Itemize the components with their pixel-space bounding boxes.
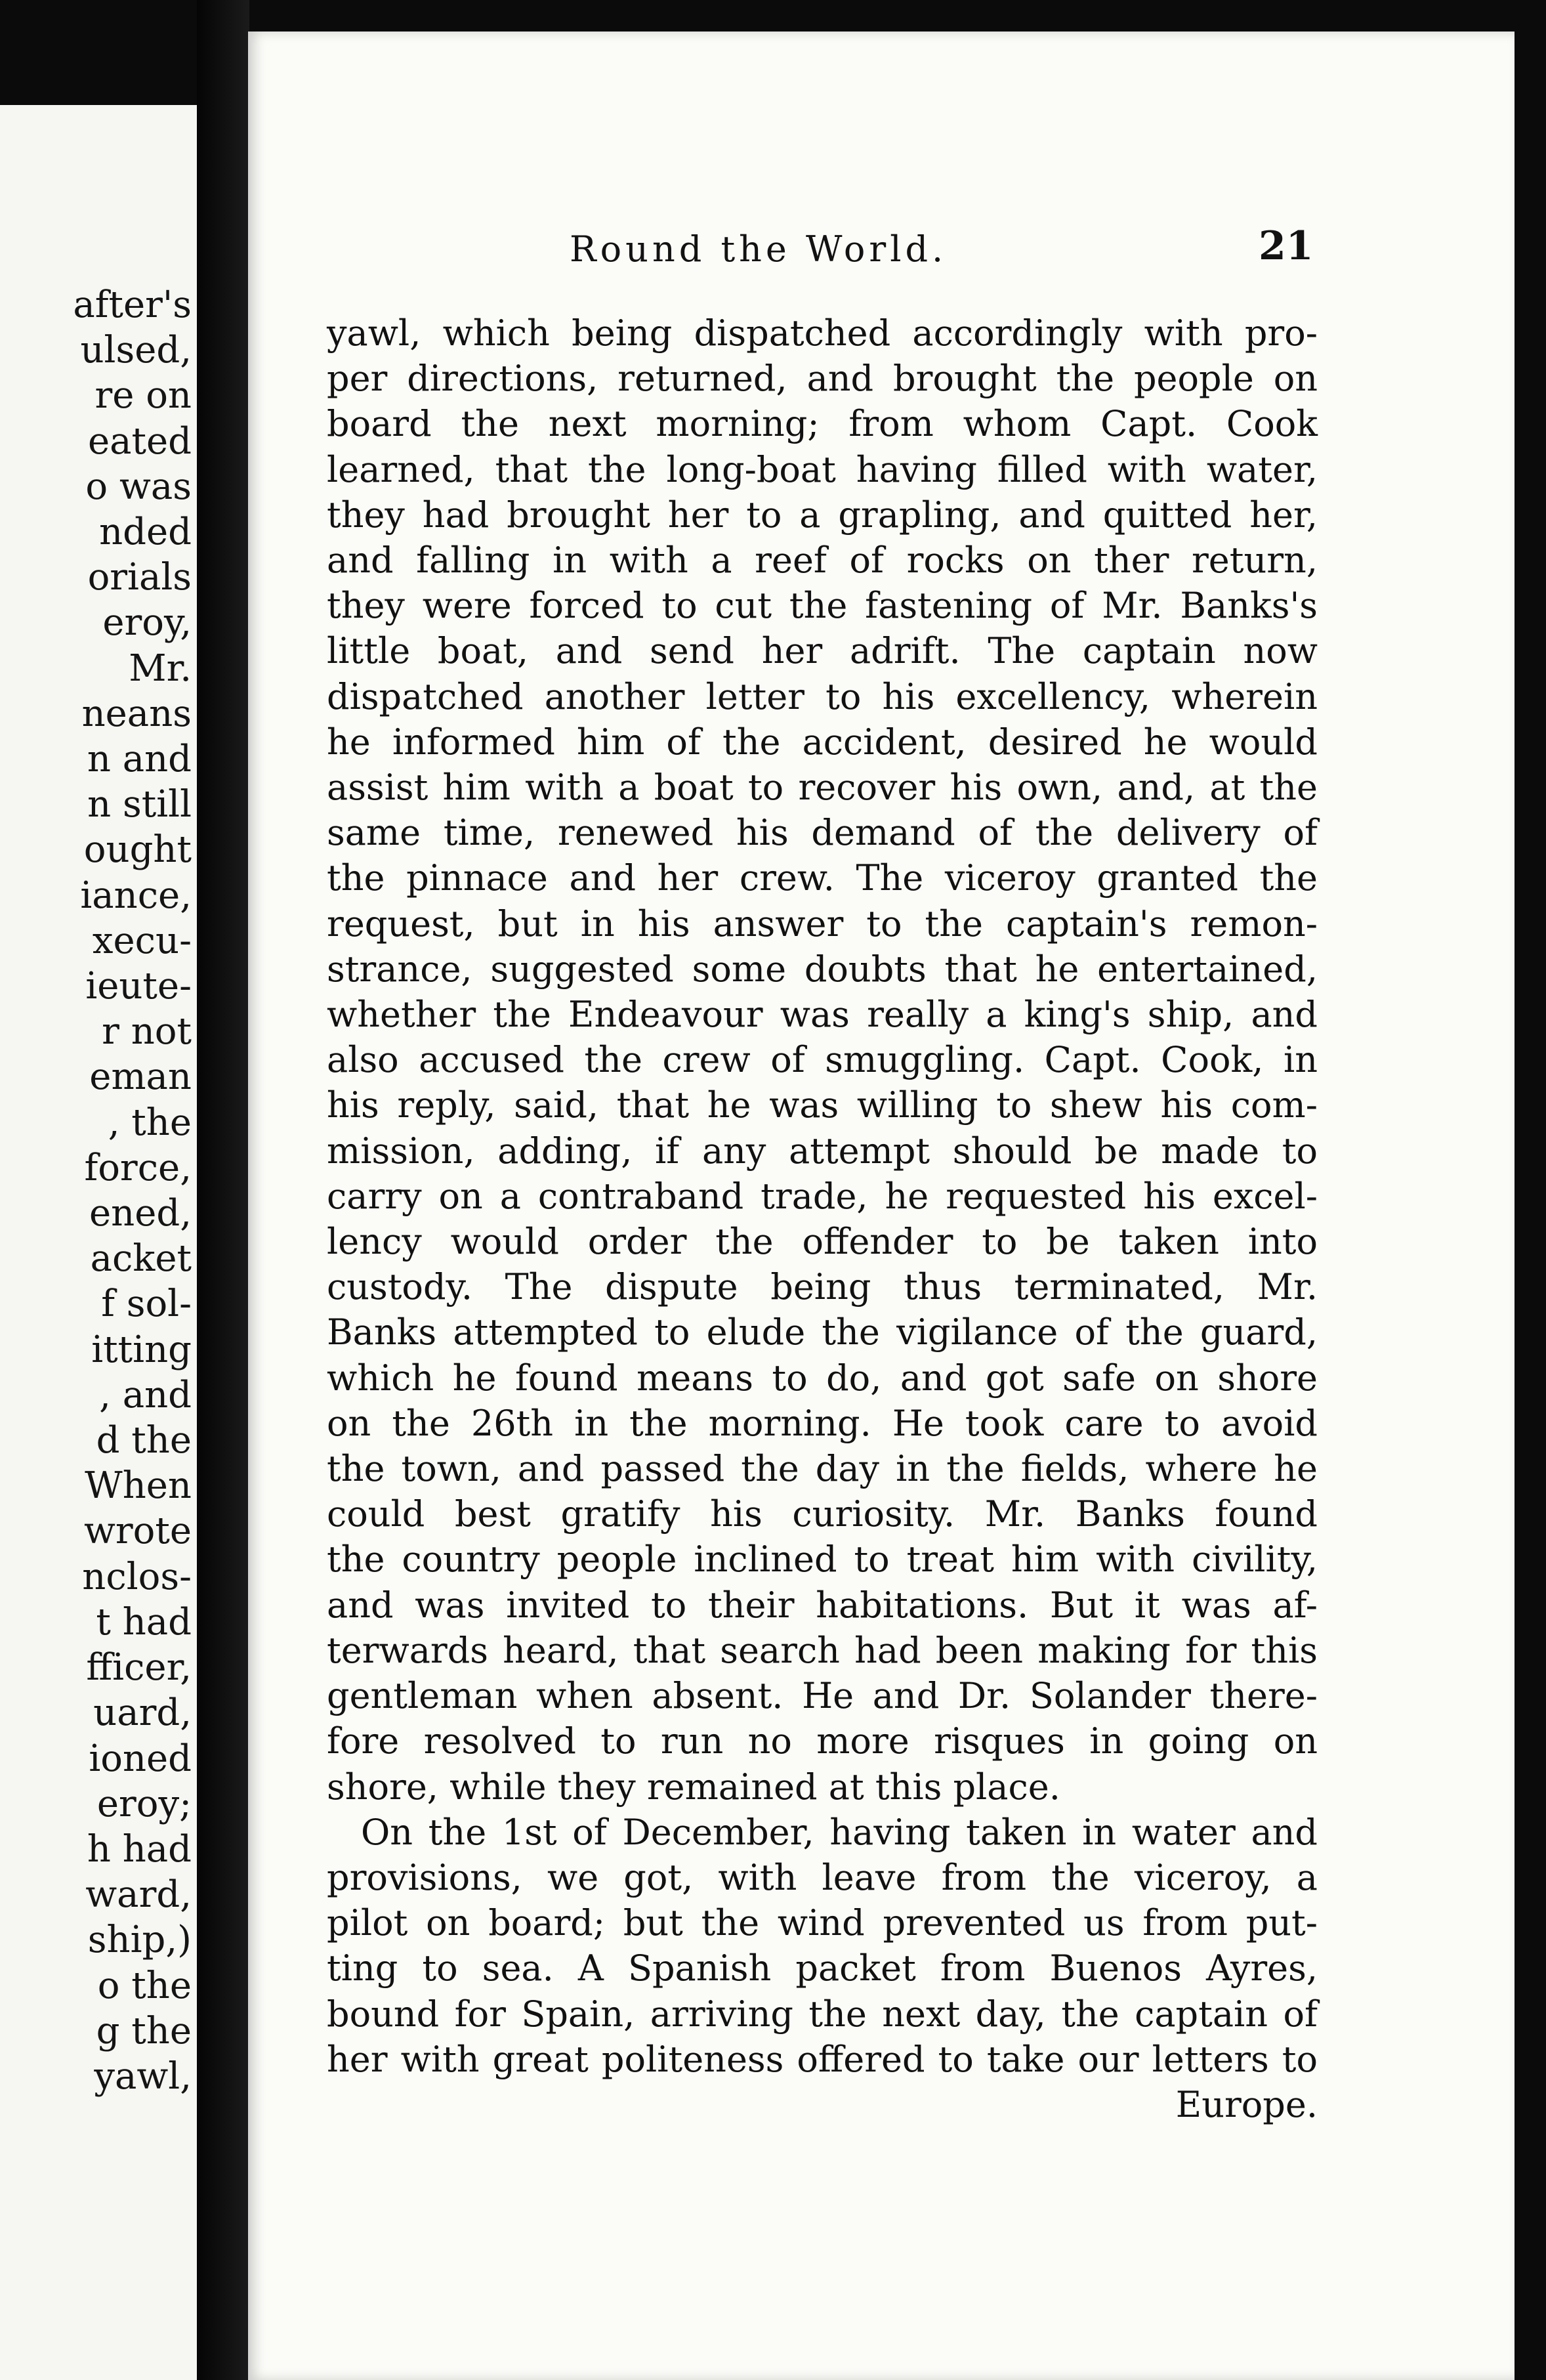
- text-line: bound for Spain, arriving the next day, the captain of: [327, 1993, 1318, 2035]
- text-line: learned, that the long-boat having filled with water,: [327, 448, 1318, 490]
- text-line: dispatched another letter to his excellency, wherein: [327, 675, 1318, 717]
- text-line: assist him with a boat to recover his own, and, at the: [327, 767, 1318, 809]
- text-line: they had brought her to a grapling, and quitted her,: [327, 494, 1318, 536]
- previous-page-line-fragment: When: [85, 1464, 192, 1508]
- previous-page-fragment: [0, 105, 197, 2380]
- text-line: they were forced to cut the fastening of Mr. Banks's: [327, 585, 1318, 627]
- previous-page-line-fragment: neans: [81, 692, 192, 735]
- text-line: could best gratify his curiosity. Mr. Banks found: [327, 1493, 1318, 1535]
- page-body-text: [327, 310, 1318, 2127]
- previous-page-line-fragment: yawl,: [94, 2054, 192, 2098]
- previous-page-line-ends: [73, 282, 192, 2099]
- previous-page-line-fragment: itting: [91, 1328, 192, 1371]
- text-line: On the 1st of December, having taken in water and: [361, 1811, 1318, 1853]
- previous-page-line-fragment: eroy,: [102, 601, 192, 645]
- previous-page-line-fragment: d the: [96, 1419, 192, 1462]
- previous-page-line-fragment: nclos-: [82, 1555, 192, 1598]
- text-line: ting to sea. A Spanish packet from Buenos Ayres,: [327, 1947, 1318, 1989]
- text-line: Banks attempted to elude the vigilance of the guard,: [327, 1311, 1318, 1353]
- previous-page-line-fragment: ulsed,: [80, 329, 192, 372]
- previous-page-line-fragment: r not: [102, 1010, 192, 1053]
- text-line: request, but in his answer to the captain's remon-: [327, 903, 1318, 945]
- text-line: custody. The dispute being thus terminated, Mr.: [327, 1266, 1318, 1308]
- text-line: on the 26th in the morning. He took care to avoid: [327, 1402, 1318, 1444]
- catchword: Europe.: [1175, 2083, 1318, 2125]
- previous-page-line-fragment: o the: [97, 1964, 192, 2007]
- text-line: carry on a contraband trade, he requested his excel-: [327, 1175, 1318, 1217]
- text-line: same time, renewed his demand of the delivery of: [327, 812, 1318, 854]
- previous-page-line-fragment: n and: [87, 738, 192, 781]
- previous-page-line-fragment: wrote: [83, 1510, 192, 1553]
- text-line: terwards heard, that search had been making for this: [327, 1629, 1318, 1671]
- previous-page-line-fragment: xecu-: [92, 919, 192, 962]
- text-line: strance, suggested some doubts that he entertained,: [327, 948, 1318, 990]
- previous-page-line-fragment: force,: [84, 1146, 192, 1189]
- previous-page-line-fragment: n still: [87, 783, 192, 826]
- text-line: little boat, and send her adrift. The captain now: [327, 630, 1318, 672]
- text-line: also accused the crew of smuggling. Capt. Cook, in: [327, 1039, 1318, 1081]
- previous-page-line-fragment: ought: [83, 828, 192, 872]
- text-line: her with great politeness offered to take our letters to: [327, 2038, 1318, 2080]
- text-line: the pinnace and her crew. The viceroy granted the: [327, 857, 1318, 899]
- text-line: whether the Endeavour was really a king's ship, and: [327, 994, 1318, 1036]
- text-line: the town, and passed the day in the fields, where he: [327, 1448, 1318, 1490]
- scan-border-right: [1515, 0, 1546, 2380]
- text-line: he informed him of the accident, desired he would: [327, 721, 1318, 763]
- text-line: mission, adding, if any attempt should be made to: [327, 1130, 1318, 1172]
- previous-page-line-fragment: orials: [87, 556, 192, 599]
- text-line: lency would order the offender to be taken into: [327, 1221, 1318, 1263]
- book-page: [248, 32, 1515, 2380]
- previous-page-line-fragment: iance,: [80, 874, 192, 917]
- text-line: per directions, returned, and brought the people on: [327, 358, 1318, 400]
- book-gutter: [197, 0, 249, 2380]
- previous-page-line-fragment: g the: [96, 2009, 192, 2052]
- previous-page-line-fragment: nded: [99, 511, 192, 554]
- previous-page-line-fragment: eroy;: [96, 1782, 192, 1825]
- text-line: provisions, we got, with leave from the viceroy, a: [327, 1856, 1318, 1898]
- previous-page-line-fragment: o was: [85, 465, 192, 508]
- text-line: gentleman when absent. He and Dr. Solander there-: [327, 1675, 1318, 1717]
- page-number: 21: [1259, 223, 1314, 269]
- previous-page-line-fragment: fficer,: [86, 1646, 192, 1689]
- text-line: yawl, which being dispatched accordingly with pro-: [327, 312, 1318, 354]
- previous-page-line-fragment: ioned: [89, 1737, 192, 1780]
- text-line: which he found means to do, and got safe on shore: [327, 1357, 1318, 1399]
- text-line: shore, while they remained at this place.: [327, 1766, 1060, 1808]
- text-line: the country people inclined to treat him with civility,: [327, 1539, 1318, 1581]
- text-line: fore resolved to run no more risques in going on: [327, 1720, 1318, 1762]
- text-line: pilot on board; but the wind prevented us from put-: [327, 1902, 1318, 1944]
- previous-page-line-fragment: f sol-: [101, 1283, 192, 1326]
- text-line: his reply, said, that he was willing to shew his com-: [327, 1084, 1318, 1126]
- previous-page-line-fragment: , the: [108, 1101, 192, 1144]
- previous-page-line-fragment: re on: [94, 374, 192, 417]
- previous-page-line-fragment: after's: [73, 284, 192, 326]
- previous-page-line-fragment: uard,: [93, 1691, 192, 1735]
- previous-page-line-fragment: Mr.: [129, 647, 192, 690]
- running-head: Round the World.: [570, 228, 948, 270]
- text-line: board the next morning; from whom Capt. Cook: [327, 403, 1318, 445]
- previous-page-line-fragment: ship,): [87, 1919, 192, 1962]
- text-line: and falling in with a reef of rocks on ther return,: [327, 540, 1318, 582]
- previous-page-line-fragment: ward,: [85, 1873, 192, 1917]
- previous-page-line-fragment: eman: [89, 1055, 192, 1099]
- previous-page-line-fragment: ieute-: [85, 965, 192, 1008]
- previous-page-line-fragment: eated: [87, 419, 192, 463]
- previous-page-line-fragment: , and: [99, 1373, 192, 1416]
- text-line: and was invited to their habitations. But it was af-: [327, 1584, 1318, 1626]
- previous-page-line-fragment: h had: [87, 1827, 192, 1871]
- previous-page-line-fragment: t had: [96, 1600, 192, 1644]
- previous-page-line-fragment: ened,: [89, 1192, 192, 1235]
- previous-page-line-fragment: acket: [90, 1237, 192, 1281]
